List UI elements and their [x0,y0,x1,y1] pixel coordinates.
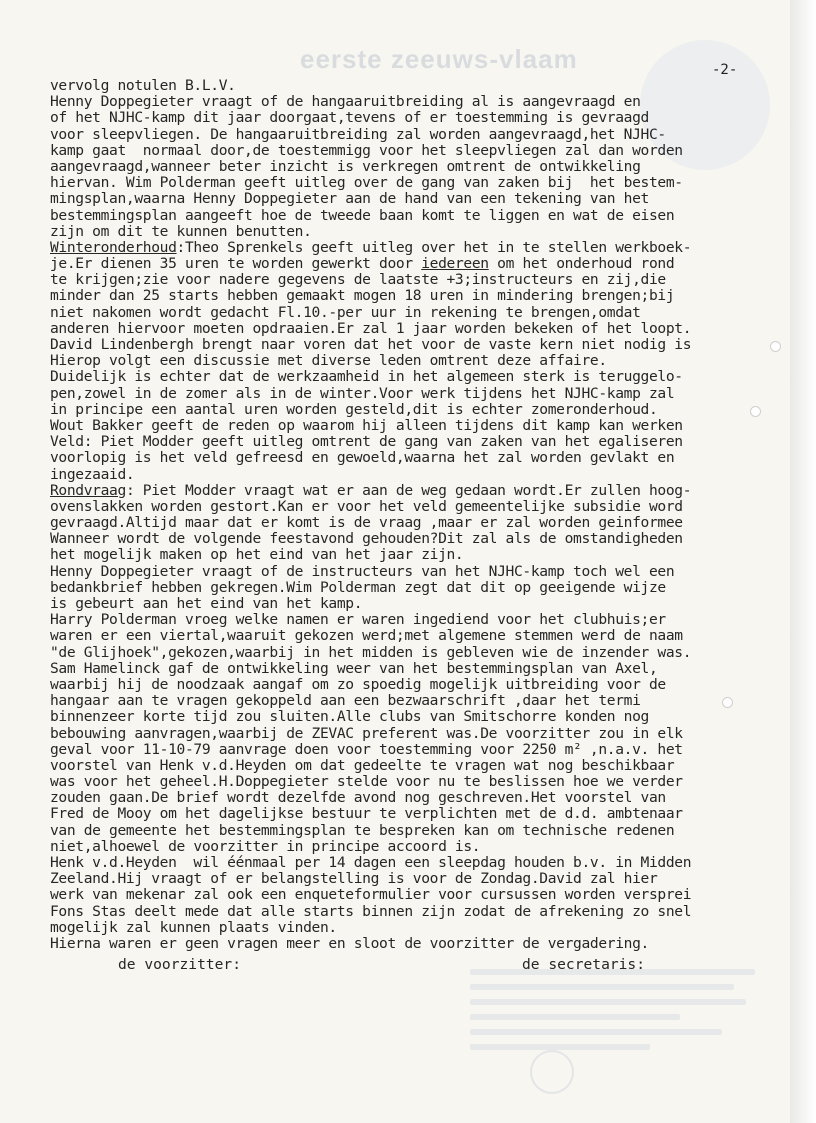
text-line [50,208,790,224]
text-line [50,596,790,612]
text-line [50,240,790,256]
text-line [50,386,790,402]
text-line [50,450,790,466]
text-line [50,936,790,952]
text-segment: hangaar aan te vragen gekoppeld aan een bezwaarschrift ,daar het termi [50,692,641,710]
text-line [50,288,790,304]
text-line [50,353,790,369]
text-line [50,402,790,418]
text-segment: aangevraagd,wanneer beter inzicht is verkregen omtrent de ontwikkeling [50,157,641,175]
text-segment: werk van mekenar zal ook een enqueteformulier voor cursussen worden versprei [50,886,692,904]
punch-hole [722,697,733,708]
text-segment: zouden gaan.De brief wordt dezelfde avond nog geschreven.Het voorstel van [50,789,666,807]
text-segment: :Theo Sprenkels geeft uitleg over het in te stellen werkboek- [176,238,692,256]
text-segment: waren er een viertal,waaruit gekozen werd;met algemene stemmen werd de naam [50,627,683,645]
text-line [50,580,790,596]
punch-hole [750,406,761,417]
text-line [50,742,790,758]
text-line [50,661,790,677]
text-segment: Fons Stas deelt mede dat alle starts binnen zijn zodat de afrekening zo snel [50,902,692,920]
text-line [50,920,790,936]
text-line [50,904,790,920]
text-segment: Sam Hamelinck gaf de ontwikkeling weer van het bestemmingsplan van Axel, [50,659,658,677]
text-line [50,127,790,143]
text-line [50,224,790,240]
text-line [50,434,790,450]
text-segment: kamp gaat normaal door,de toestemmigg voor het sleepvliegen zal dan worden [50,141,683,159]
text-line [50,499,790,515]
text-segment: in principe een aantal uren worden gesteld,dit is echter zomeronderhoud. [50,400,658,418]
text-line [50,175,790,191]
text-line [50,78,790,94]
text-segment: Zeeland.Hij vraagt of er belangstelling is voor de Zondag.David zal hier [50,870,658,888]
text-segment: niet nakomen wordt gedacht Fl.10.-per uur in rekening te brengen,omdat [50,303,641,321]
text-segment: Henny Doppegieter vraagt of de hangaaruitbreiding al is aangevraagd en [50,93,641,111]
text-line [50,790,790,806]
text-line [50,369,790,385]
text-segment: Duidelijk is echter dat de werkzaamheid in het algemeen sterk is teruggelo- [50,368,683,386]
text-segment: gevraagd.Altijd maar dat er komt is de vraag ,maar er zal worden geinformee [50,514,683,532]
bleed-through-text [470,960,770,1059]
text-line [50,693,790,709]
text-line [50,806,790,822]
signature-secretary-label: de secretaris: [522,956,646,973]
text-segment: bedankbrief hebben gekregen.Wim Polderman zegt dat dit op geeigende wijze [50,578,666,596]
text-line [50,839,790,855]
text-segment: binnenzeer korte tijd zou sluiten.Alle clubs van Smitschorre konden nog [50,708,649,726]
text-segment: geval voor 11-10-79 aanvrage doen voor toestemming voor 2250 m² ,n.a.v. het [50,740,683,758]
text-segment: te krijgen;zie voor nadere gegevens de laatste +3;instructeurs en zij,die [50,271,666,289]
text-segment: voorstel van Henk v.d.Heyden om dat gedeelte te vragen wat nog beschikbaar [50,756,675,774]
text-segment: Henk v.d.Heyden wil éénmaal per 14 dagen een sleepdag houden b.v. in Midden [50,854,692,871]
text-line [50,774,790,790]
letterhead-ghost-text: eerste zeeuws-vlaam [300,44,578,74]
text-segment: minder dan 25 starts hebben gemaakt mogen 18 uren in mindering brengen;bij [50,287,675,305]
section-heading: Rondvraag [50,481,126,499]
text-segment: hiervan. Wim Polderman geeft uitleg over de gang van zaken bij het bestem- [50,174,683,192]
text-segment: het mogelijk maken op het eind van het jaar zijn. [50,546,464,564]
page-number: -2- [712,62,738,78]
text-line [50,272,790,288]
text-segment: niet,alhoewel de voorzitter in principe accoord is. [50,837,481,855]
text-line [50,871,790,887]
text-segment: zijn om dit te kunnen benutten. [50,222,312,240]
bleed-through-seal [530,1050,574,1094]
text-line [50,726,790,742]
text-line [50,677,790,693]
text-line [50,94,790,110]
text-segment: je.Er dienen 35 uren te worden gewerkt door [50,255,422,273]
text-line [50,564,790,580]
text-line [50,612,790,628]
text-line [50,110,790,126]
text-segment: van de gemeente het bestemmingsplan te bespreken kan om technische redenen [50,821,675,839]
text-segment: bebouwing aanvragen,waarbij de ZEVAC preferent was.De voorzitter zou in elk [50,724,683,742]
text-segment: Hierna waren er geen vragen meer en sloot de voorzitter de vergadering. [50,934,649,952]
text-segment: mogelijk zal kunnen plaats vinden. [50,918,337,936]
text-segment: Fred de Mooy om het dagelijkse bestuur te verplichten met de d.d. ambtenaar [50,805,683,823]
paper-edge-shadow [790,0,816,1123]
text-segment: Veld: Piet Modder geeft uitleg omtrent de gang van zaken van het egaliseren [50,433,683,451]
text-line [50,709,790,725]
text-segment: : Piet Modder vraagt wat er aan de weg gedaan wordt.Er zullen hoog- [125,481,692,499]
signature-chair-label: de voorzitter: [118,956,242,973]
text-line [50,823,790,839]
text-segment: mingsplan,waarna Henny Doppegieter aan de hand van een tekening van het [50,190,649,208]
text-line [50,191,790,207]
text-segment: vervolg notulen B.L.V. [50,77,236,94]
text-segment: waarbij hij de noodzaak aangaf om zo spoedig mogelijk uitbreiding voor de [50,675,666,693]
text-line [50,321,790,337]
text-line [50,483,790,499]
text-line [50,467,790,483]
text-segment: Henny Doppegieter vraagt of de instructeurs van het NJHC-kamp toch wel een [50,562,675,580]
text-segment: Wanneer wordt de volgende feestavond gehouden?Dit zal als de omstandigheden [50,530,683,548]
text-line [50,645,790,661]
text-segment: ovenslakken worden gestort.Kan er voor het veld gemeentelijke subsidie word [50,497,683,515]
punch-hole [770,341,781,352]
text-line [50,531,790,547]
text-line [50,758,790,774]
text-segment: om het onderhoud rond [488,255,675,273]
text-segment: voorlopig is het veld gefreesd en gewoeld,waarna het zal worden gevlakt en [50,449,675,467]
text-line [50,337,790,353]
text-line [50,628,790,644]
text-segment: was voor het geheel.H.Doppegieter stelde voor nu te beslissen hoe we verder [50,773,683,791]
text-segment: voor sleepvliegen. De hangaaruitbreiding zal worden aangevraagd,het NJHC- [50,125,666,143]
text-line [50,418,790,434]
text-segment: David Lindenbergh brengt naar voren dat het voor de vaste kern niet nodig is [50,336,692,353]
text-segment: bestemmingsplan aangeeft hoe de tweede baan komt te liggen en wat de eisen [50,206,675,224]
text-segment: pen,zowel in de zomer als in de winter.Voor werk tijdens het NJHC-kamp zal [50,384,675,402]
text-segment: Wout Bakker geeft de reden op waarom hij alleen tijdens dit kamp kan werken [50,416,683,434]
text-segment: of het NJHC-kamp dit jaar doorgaat,tevens of er toestemming is gevraagd [50,109,649,127]
text-segment: anderen hiervoor moeten opdraaien.Er zal 1 jaar worden bekeken of het loopt. [50,319,692,337]
text-line [50,159,790,175]
text-segment: Harry Polderman vroeg welke namen er waren ingediend voor het clubhuis;er [50,611,666,629]
text-line [50,256,790,272]
section-heading: Winteronderhoud [50,238,177,256]
text-line [50,855,790,871]
text-segment: is gebeurt aan het eind van het kamp. [50,595,363,612]
section-heading: iedereen [421,255,489,273]
text-line [50,547,790,563]
text-segment: ingezaaid. [50,465,135,483]
text-line [50,515,790,531]
text-segment: "de Glijhoek",gekozen,waarbij in het midden is gebleven wie de inzender was. [50,643,692,661]
text-line [50,143,790,159]
text-line [50,887,790,903]
text-segment: Hierop volgt een discussie met diverse leden omtrent deze affaire. [50,352,607,370]
text-line [50,305,790,321]
minutes-body [50,78,790,952]
